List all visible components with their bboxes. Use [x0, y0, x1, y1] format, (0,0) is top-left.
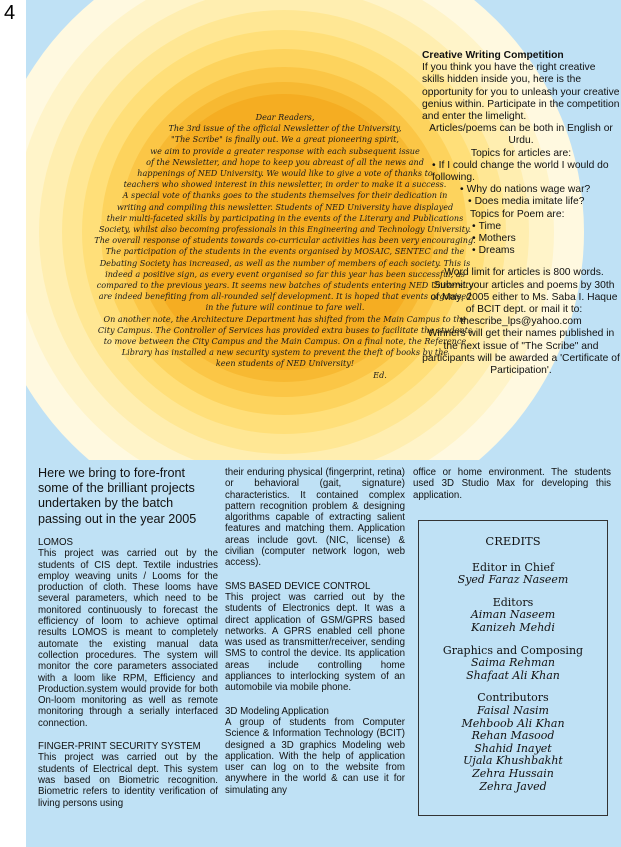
credits-role: Contributors — [477, 691, 549, 705]
credits-name: Aiman Naseem — [470, 608, 556, 622]
credits-name: Shahid Inayet — [474, 741, 552, 755]
letter-line: writing and compiling this newsletter. Students of NED University have displayed — [116, 201, 454, 212]
article-topic — [432, 196, 620, 208]
article-topics-list — [422, 160, 620, 209]
letter-line: "The Scribe" is finally out. We a great pioneering spirit, — [170, 134, 400, 145]
credits-role: Editor in Chief — [471, 560, 555, 574]
credits-name: Ujala Khushbakht — [463, 754, 563, 768]
letter-greeting: Dear Readers, — [255, 112, 315, 122]
poem-heading: Topics for Poem are: — [470, 208, 565, 220]
poem-topics-list — [422, 221, 620, 258]
credits-name: Mehboob Ali Khan — [461, 716, 565, 730]
credits-name: Rehan Masood — [471, 729, 555, 743]
articles-heading: Topics for articles are: — [470, 147, 572, 159]
letter-line: of the Newsletter, and hope to keep you abreast of all the news and — [146, 156, 424, 167]
competition-intro: If you think you have the right creative skills hidden inside you, here is the opportunity for you to unleash your creative genius within. Participate in the competition and enter the limelight. — [422, 62, 620, 123]
fingerprint-body-continued: their enduring physical (fingerprint, retina) or behavioral (gait, signature) characteristics. It contained complex pattern recognition problem & designing algorithms capable of extracting salient features and matching them. Application areas include govt. (NIC, license) & civilian (computer network logon, web access). — [225, 467, 405, 569]
sms-title: SMS BASED DEVICE CONTROL — [225, 580, 371, 592]
credits-role: Graphics and Composing — [442, 643, 584, 657]
poem-topic-text: Mothers — [478, 233, 516, 245]
letter-line: indeed a positive sign, as every event organised so far this year has been successful, as — [105, 268, 465, 279]
creative-writing-competition — [422, 50, 620, 377]
credits-name: Faisal Nasim — [477, 703, 549, 717]
letter-line: happenings of NED University. We would like to give a vote of thanks to — [137, 168, 433, 179]
letter-line: to move between the City Campus and the Main Campus. On a final note, the Reference — [103, 336, 467, 347]
letter-line: Debating Society has increased, as well as the number of members of each society. This is — [99, 257, 471, 268]
modeling-title: 3D Modeling Application — [225, 705, 329, 717]
letter-line: we aim to provide a greater response with each subsequent issue — [150, 145, 420, 156]
page-number: 4 — [4, 2, 16, 24]
projects-column-3 — [413, 467, 611, 501]
credits-name: Kanizeh Mehdi — [471, 620, 555, 634]
letter-line: A special vote of thanks goes to the students themselves for their dedication in — [122, 190, 448, 201]
credits-name: Syed Faraz Naseem — [457, 573, 569, 587]
credits-name: Saima Rehman — [470, 656, 556, 670]
poem-topic-text: Dreams — [478, 245, 515, 257]
credits-role: Editors — [492, 595, 534, 609]
projects-intro: Here we bring to fore-front some of the brilliant projects undertaken by the batch passing out in the year 2005 — [38, 466, 197, 526]
competition-winners: Winners will get their names published in the next issue of "The Scribe" and participants will be awarded a 'Certificate of Participation'. — [422, 328, 620, 377]
credits-title: CREDITS — [485, 534, 541, 548]
letter-line: On another note, the Architecture Department has shifted from the Main Campus to the — [103, 313, 467, 324]
fingerprint-title: FINGER-PRINT SECURITY SYSTEM — [38, 741, 201, 753]
competition-title: Creative Writing Competition — [422, 50, 564, 61]
fingerprint-body: This project was carried out by the students of Electrical dept. This system was based on Biometric recognition. Biometric refers to identity verification of living persons using — [38, 752, 218, 809]
competition-languages: Articles/poems can be both in English or Urdu. — [429, 123, 613, 147]
credits-name: Zehra Javed — [479, 779, 547, 793]
letter-signature: Ed. — [373, 369, 387, 380]
poem-topic — [472, 221, 620, 233]
poem-topic — [472, 233, 620, 245]
article-topic-text: Why do nations wage war? — [466, 184, 591, 196]
letter-line: are indeed benefiting from all-rounded self development. It is hoped that events organised — [98, 291, 472, 302]
article-topic-text: If I could change the world I would do following. — [432, 159, 609, 184]
letter-line: Society, whilst also becoming professionals in this Engineering and Technology University. — [98, 224, 472, 235]
letter-line: Library has installed a new security system to prevent the theft of books by the — [121, 347, 449, 358]
credits-box — [418, 520, 608, 816]
letter-line: their multi-faceted skills by participating in the events of the Literary and Publications — [106, 212, 464, 223]
competition-email: thescribe_lps@yahoo.com — [460, 316, 582, 328]
letter-line: City Campus. The Controller of Services has provided extra buses to facilitate the students — [97, 324, 473, 335]
poem-topic — [472, 245, 620, 257]
credits-name: Shafaat Ali Khan — [466, 668, 560, 682]
article-topic — [432, 160, 620, 184]
projects-column-1 — [38, 537, 218, 809]
letter-line: The participation of the students in the events organised by MOSAIC, SENTEC and the — [105, 246, 465, 257]
sms-body: This project was carried out by the students of Electronics dept. It was a direct application of GSM/GPRS based networks. A GPRS enabled cell phone was used as transmitter/receiver, sending SMS to control the device. Its application areas include controlling home appliances to interlocking system of an automobile via mobile phone. — [225, 591, 405, 694]
lomos-body: This project was carried out by the students of CIS dept. Textile industries employ weaving units / Looms for the production of cloth. These looms have several parameters, which need to be monitored continuously to forecast the efficiency of loom to achieve optimal results LOMOS is meant to completely automate the existing manual data collection procedures. The system will monitor the core parameters associated with a loom like RPM, Efficiency and Production.system would provide for both On-loom monitoring as well as remote monitoring through a serially interfaced connection. — [38, 548, 218, 729]
letter-line: in the future will continue to fare well. — [205, 302, 365, 313]
lomos-title: LOMOS — [38, 537, 73, 548]
letter-line: teachers who showed interest in this newsletter, in order to make it a success. — [123, 179, 447, 190]
letter-line: The overall response of students towards co-curricular activities has been very encouraging. — [94, 235, 476, 246]
projects-column-2 — [225, 467, 405, 796]
letter-line: The 3rd issue of the official Newsletter of the University, — [168, 123, 402, 134]
modeling-body-continued: office or home environment. The students used 3D Studio Max for developing this application. — [413, 467, 611, 501]
article-topic-text: Does media imitate life? — [474, 196, 585, 208]
credits-name: Zehra Hussain — [472, 766, 554, 780]
competition-rules: Word limit for articles is 800 words. Submit your articles and poems by 30th of May, 2005 either to Ms. Saba I. Haque of BCIT dept. or mail it to: — [430, 267, 618, 316]
modeling-body: A group of students from Computer Science & Information Technology (BCIT) designed a 3D graphics Modeling web application. With the help of application user can log on to the website from anywhere in the world & can use it for simulating any — [225, 716, 405, 796]
poem-topic-text: Time — [478, 220, 502, 232]
letter-line: compared to the previous years. It seems new batches of students entering NED University — [96, 280, 474, 291]
article-topic — [432, 184, 620, 196]
letter-line: keen students of NED University! — [215, 358, 355, 369]
